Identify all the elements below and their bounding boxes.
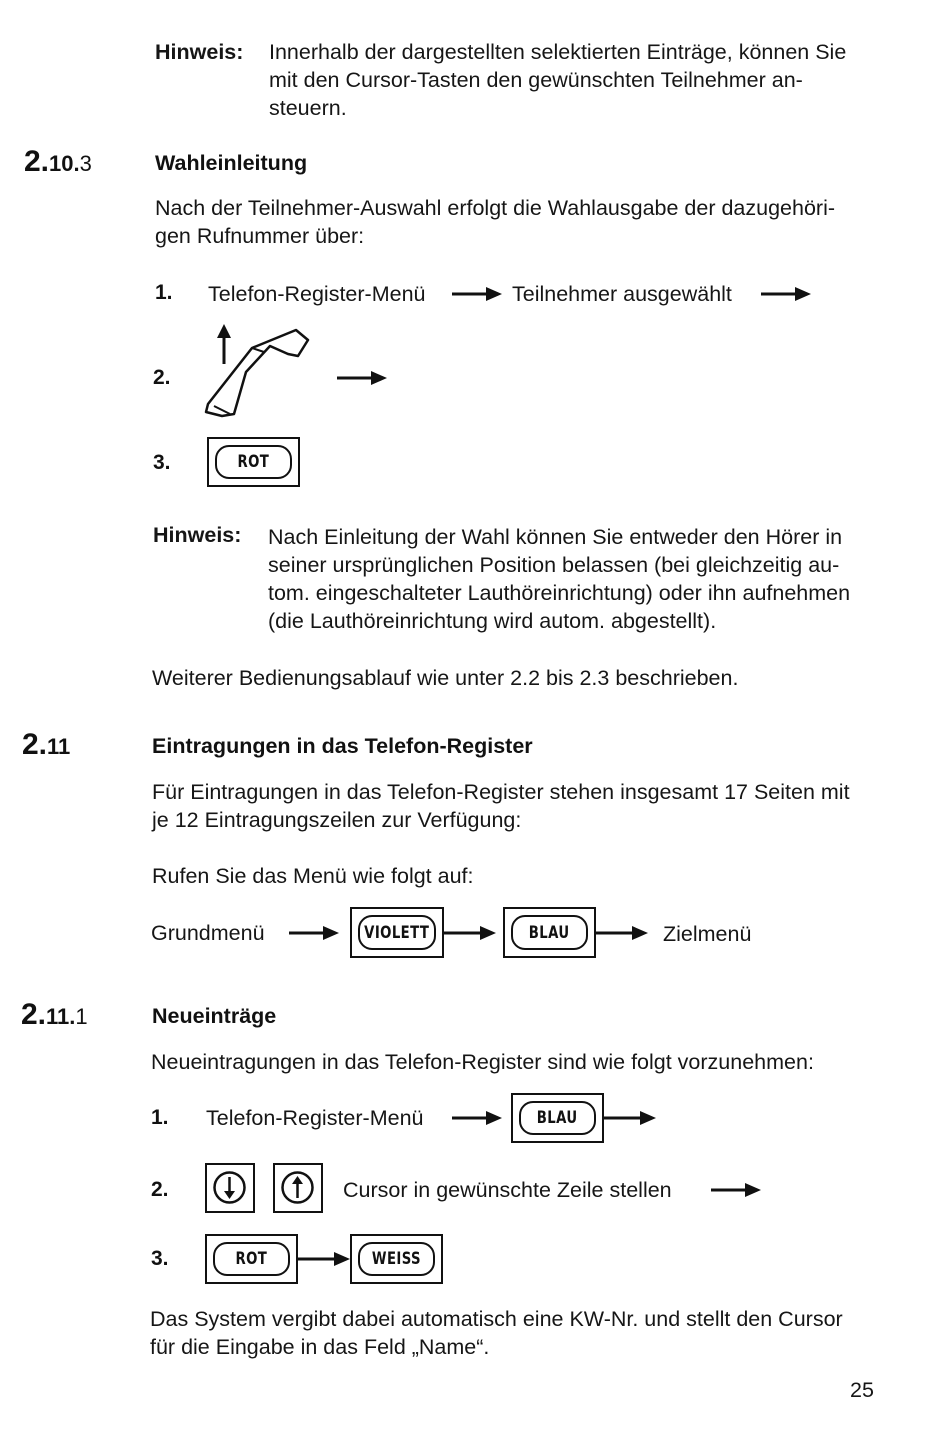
step-number: 2. — [151, 1178, 169, 1201]
weiss-key[interactable]: WEISS — [350, 1234, 443, 1284]
step-number: 1. — [155, 281, 173, 304]
arrow-right-icon — [452, 1110, 504, 1126]
blau-key[interactable]: BLAU — [503, 907, 596, 958]
note-label: Hinweis: — [155, 40, 244, 64]
section-title: Neueinträge — [152, 1004, 277, 1028]
arrow-right-icon — [602, 1110, 658, 1126]
arrow-right-icon — [289, 925, 341, 941]
paragraph-line: für die Eingabe in das Feld „Name“. — [150, 1335, 490, 1359]
violett-key[interactable]: VIOLETT — [350, 907, 444, 958]
arrow-right-icon — [442, 925, 498, 941]
arrow-right-icon — [711, 1182, 763, 1198]
section-title: Wahleinleitung — [155, 151, 308, 175]
step-text: Cursor in gewünschte Zeile stellen — [343, 1178, 672, 1202]
section-title: Eintragungen in das Telefon-Register — [152, 734, 533, 758]
rot-key[interactable]: ROT — [207, 437, 300, 487]
arrow-right-icon — [296, 1251, 352, 1267]
section-number: 2.11.1 — [21, 998, 88, 1031]
step-text: Telefon-Register-Menü — [208, 282, 426, 306]
page-number: 25 — [850, 1378, 874, 1402]
note-text-line: seiner ursprünglichen Position belassen (bei gleichzeitig au- — [268, 553, 840, 577]
paragraph-line: je 12 Eintragungszeilen zur Verfügung: — [152, 808, 522, 832]
note-text-line: Nach Einleitung der Wahl können Sie entweder den Hörer in — [268, 525, 843, 549]
flow-start-label: Grundmenü — [151, 921, 265, 945]
arrow-right-icon — [337, 370, 389, 386]
note-text-line: tom. eingeschalteter Lauthöreinrichtung) oder ihn aufnehmen — [268, 581, 851, 605]
flow-end-label: Zielmenü — [663, 922, 752, 946]
handset-lift-icon — [200, 322, 315, 418]
note-label: Hinweis: — [153, 523, 242, 547]
paragraph-line: Weiterer Bedienungsablauf wie unter 2.2 bis 2.3 beschrieben. — [152, 666, 739, 690]
step-text: Teilnehmer ausgewählt — [512, 282, 732, 306]
step-number: 3. — [151, 1247, 169, 1270]
section-number: 2.11 — [22, 728, 71, 761]
paragraph-line: Nach der Teilnehmer-Auswahl erfolgt die Wahlausgabe der dazugehöri- — [155, 196, 836, 220]
arrow-right-icon — [594, 925, 650, 941]
note-text-line: (die Lauthöreinrichtung wird autom. abgestellt). — [268, 609, 717, 633]
note-text-line: mit den Cursor-Tasten den gewünschten Teilnehmer an- — [269, 68, 803, 92]
arrow-right-icon — [761, 286, 813, 302]
cursor-up-key-icon[interactable] — [273, 1163, 323, 1213]
note-text-line: steuern. — [269, 96, 347, 120]
step-text: Telefon-Register-Menü — [206, 1106, 424, 1130]
rot-key[interactable]: ROT — [205, 1234, 298, 1284]
arrow-right-icon — [452, 286, 504, 302]
step-number: 1. — [151, 1106, 169, 1129]
paragraph-line: Rufen Sie das Menü wie folgt auf: — [152, 864, 474, 888]
blau-key[interactable]: BLAU — [511, 1093, 604, 1143]
paragraph-line: Das System vergibt dabei automatisch eine KW-Nr. und stellt den Cursor — [150, 1307, 843, 1331]
step-number: 2. — [153, 366, 171, 389]
note-text-line: Innerhalb der dargestellten selektierten Einträge, können Sie — [269, 40, 847, 64]
paragraph-line: Für Eintragungen in das Telefon-Register stehen insgesamt 17 Seiten mit — [152, 780, 850, 804]
paragraph-line: gen Rufnummer über: — [155, 224, 365, 248]
paragraph-line: Neueintragungen in das Telefon-Register sind wie folgt vorzunehmen: — [151, 1050, 814, 1074]
cursor-down-key-icon[interactable] — [205, 1163, 255, 1213]
step-number: 3. — [153, 451, 171, 474]
section-number: 2.10.3 — [24, 145, 92, 178]
